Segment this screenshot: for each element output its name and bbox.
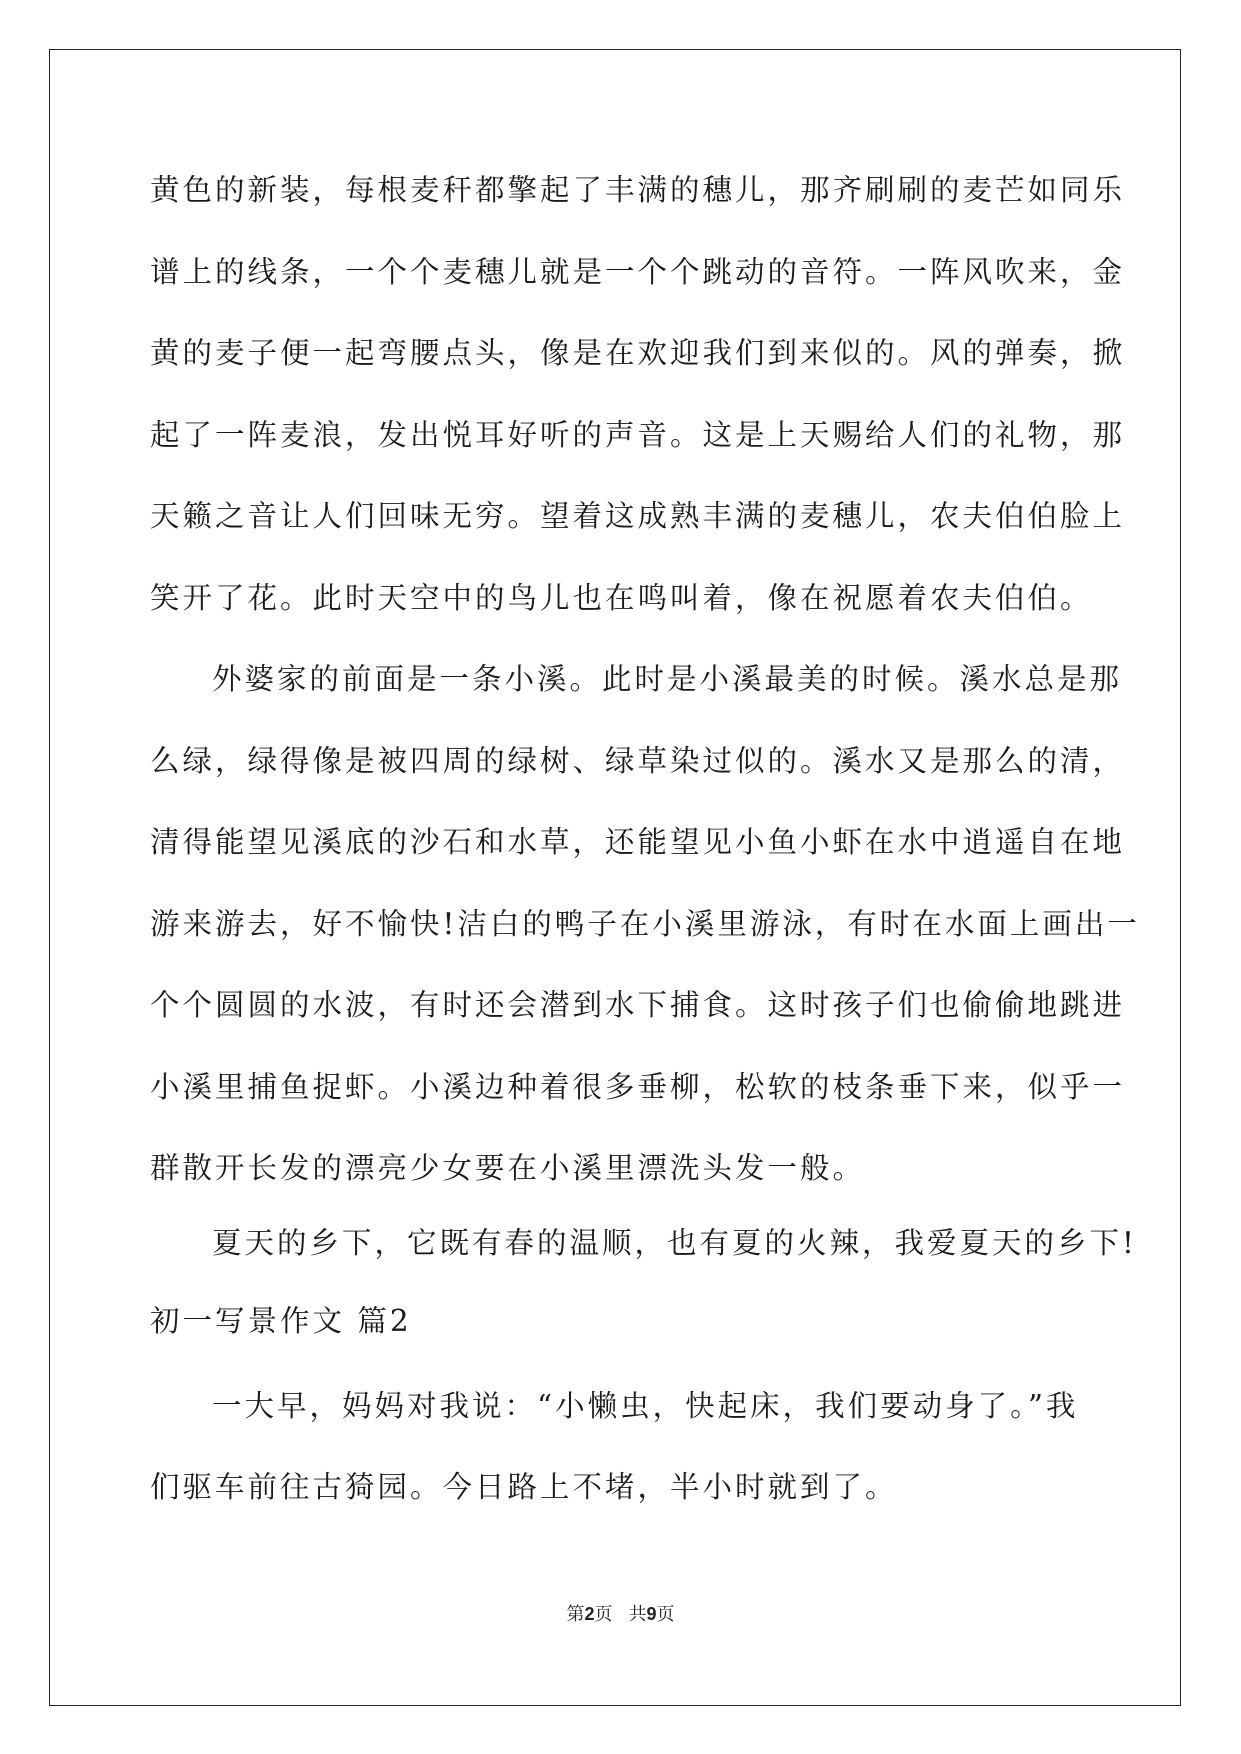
text-line: 清得能望见溪底的沙石和水草，还能望见小鱼小虾在水中逍遥自在地: [150, 825, 1126, 859]
page-current: 2: [584, 1604, 595, 1624]
text-line: 群散开长发的漂亮少女要在小溪里漂洗头发一般。: [150, 1151, 866, 1185]
text-line: 夏天的乡下，它既有春的温顺，也有夏的火辣，我爱夏天的乡下!: [212, 1225, 1137, 1260]
text-line: 小溪里捕鱼捉虾。小溪边种着很多垂柳，松软的枝条垂下来，似乎一: [150, 1069, 1126, 1104]
page-total: 9: [646, 1604, 657, 1624]
text-line: 天籁之音让人们回味无穷。望着这成熟丰满的麦穗儿，农夫伯伯脸上: [150, 499, 1126, 533]
text-line: 笑开了花。此时天空中的鸟儿也在鸣叫着，像在祝愿着农夫伯伯。: [150, 580, 1093, 615]
page-prefix: 第: [566, 1604, 585, 1625]
text-line: 黄色的新装，每根麦秆都擎起了丰满的穗儿，那齐刷刷的麦芒如同乐: [150, 173, 1126, 207]
text-line: 一大早，妈妈对我说：“小懒虫，快起床，我们要动身了。”我: [212, 1388, 1079, 1423]
document-body: [150, 150, 1140, 1529]
section-heading: 初一写景作文 篇2: [150, 1303, 412, 1338]
total-unit: 页: [656, 1604, 675, 1625]
text-line: 游来游去，好不愉快!洁白的鸭子在小溪里游泳，有时在水面上画出一: [150, 906, 1140, 941]
total-prefix: 共: [628, 1604, 647, 1625]
text-line: 个个圆圆的水波，有时还会潜到水下捕食。这时孩子们也偷偷地跳进: [150, 988, 1126, 1022]
text-line: 谱上的线条，一个个麦穗儿就是一个个跳动的音符。一阵风吹来，金: [150, 254, 1126, 289]
page-unit: 页: [594, 1604, 613, 1625]
text-line: 外婆家的前面是一条小溪。此时是小溪最美的时候。溪水总是那: [212, 662, 1123, 696]
text-line: 么绿，绿得像是被四周的绿树、绿草染过似的。溪水又是那么的清，: [150, 743, 1126, 778]
text-line: 起了一阵麦浪，发出悦耳好听的声音。这是上天赐给人们的礼物，那: [150, 417, 1126, 452]
page-footer: [0, 1600, 1241, 1626]
text-line: 们驱车前往古猗园。今日路上不堵，半小时就到了。: [150, 1470, 898, 1504]
text-line: 黄的麦子便一起弯腰点头，像是在欢迎我们到来似的。风的弹奏，掀: [150, 336, 1126, 370]
